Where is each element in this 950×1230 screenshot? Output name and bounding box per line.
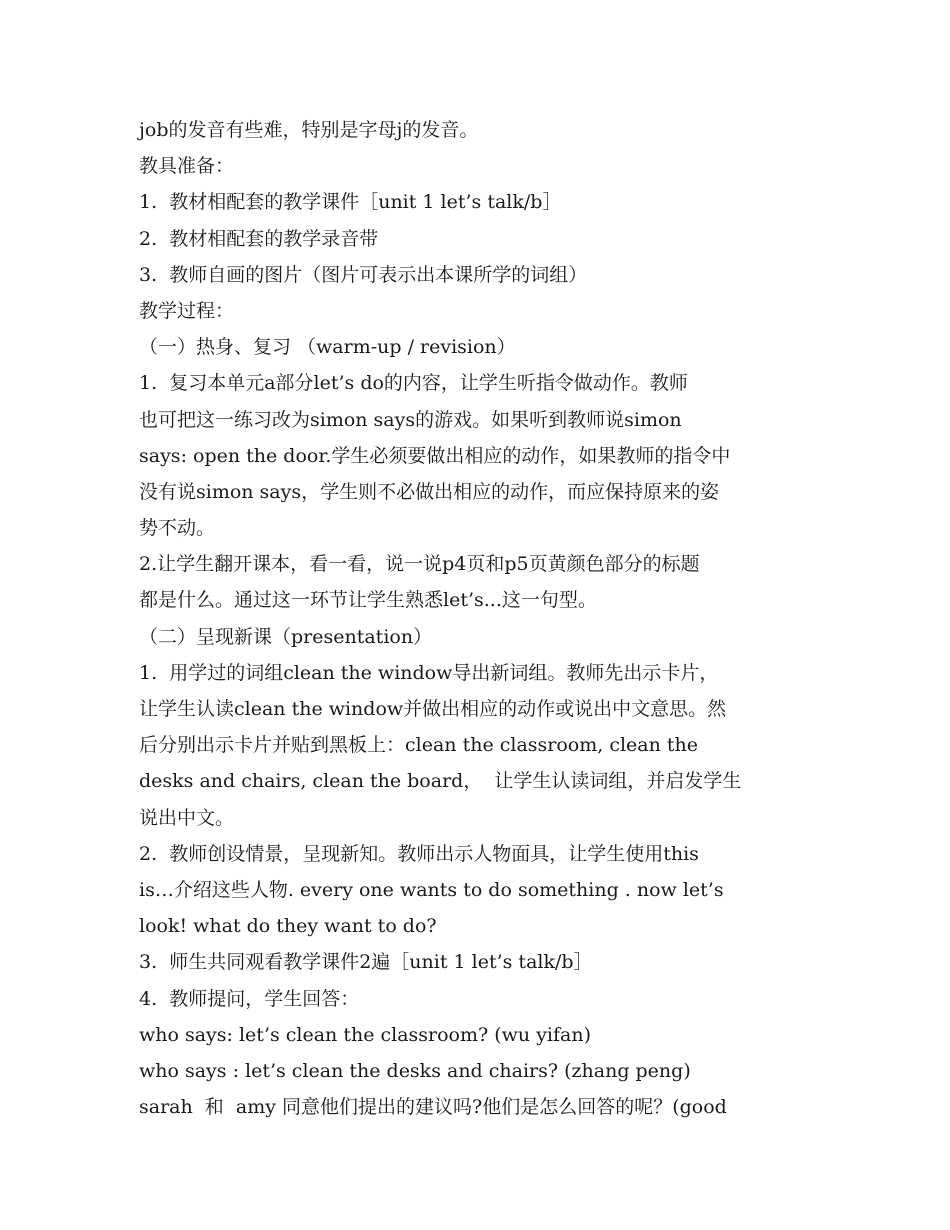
text-line-4: 2. 教材相配套的教学录音带 bbox=[139, 227, 379, 250]
text-line-14: 都是什么。通过这一环节让学生熟悉let’s...这一句型。 bbox=[139, 589, 597, 612]
text-line-15: （二）呈现新课（presentation） bbox=[139, 625, 433, 648]
text-line-22: is…介绍这些人物. every one wants to do something . now let’s bbox=[139, 878, 724, 901]
text-line-3: 1. 教材相配套的教学课件［unit 1 let’s talk/b］ bbox=[139, 191, 562, 214]
text-line-6: 教学过程： bbox=[139, 299, 235, 322]
text-line-20: 说出中文。 bbox=[139, 806, 235, 829]
text-line-28: sarah 和 amy 同意他们提出的建议吗?他们是怎么回答的呢？(good bbox=[139, 1096, 727, 1119]
text-line-26: who says: let’s clean the classroom? (wu yifan) bbox=[139, 1023, 592, 1046]
text-line-7: （一）热身、复习 （warm-up / revision） bbox=[139, 336, 516, 359]
text-line-12: 势不动。 bbox=[139, 517, 216, 540]
text-line-24: 3. 师生共同观看教学课件2遍［unit 1 let’s talk/b］ bbox=[139, 951, 593, 974]
document-body bbox=[139, 112, 814, 1125]
text-line-13: 2.让学生翻开课本，看一看，说一说p4页和p5页黄颜色部分的标题 bbox=[139, 553, 700, 576]
text-line-1: job的发音有些难，特别是字母j的发音。 bbox=[139, 119, 479, 141]
text-line-23: look! what do they want to do? bbox=[139, 915, 437, 938]
text-line-21: 2. 教师创设情景，呈现新知。教师出示人物面具，让学生使用this bbox=[139, 842, 699, 865]
text-line-25: 4. 教师提问，学生回答： bbox=[139, 987, 360, 1010]
text-line-19: desks and chairs, clean the board， 让学生认读词组，并启发学生 bbox=[139, 770, 742, 793]
text-line-17: 让学生认读clean the window并做出相应的动作或说出中文意思。然 bbox=[139, 698, 727, 720]
text-line-11: 没有说simon says，学生则不必做出相应的动作，而应保持原来的姿 bbox=[139, 480, 720, 503]
text-line-18: 后分别出示卡片并贴到黑板上：clean the classroom, clean the bbox=[139, 734, 699, 757]
text-line-10: says: open the door.学生必须要做出相应的动作，如果教师的指令中 bbox=[139, 444, 731, 467]
text-line-16: 1. 用学过的词组clean the window导出新词组。教师先出示卡片， bbox=[139, 661, 719, 684]
text-line-27: who says : let’s clean the desks and chairs? (zhang peng) bbox=[139, 1059, 691, 1082]
text-line-9: 也可把这一练习改为simon says的游戏。如果听到教师说simon bbox=[139, 408, 682, 431]
text-line-5: 3. 教师自画的图片（图片可表示出本课所学的词组） bbox=[139, 263, 588, 286]
text-line-8: 1. 复习本单元a部分let’s do的内容，让学生听指令做动作。教师 bbox=[139, 372, 688, 395]
text-line-2: 教具准备： bbox=[139, 155, 235, 178]
